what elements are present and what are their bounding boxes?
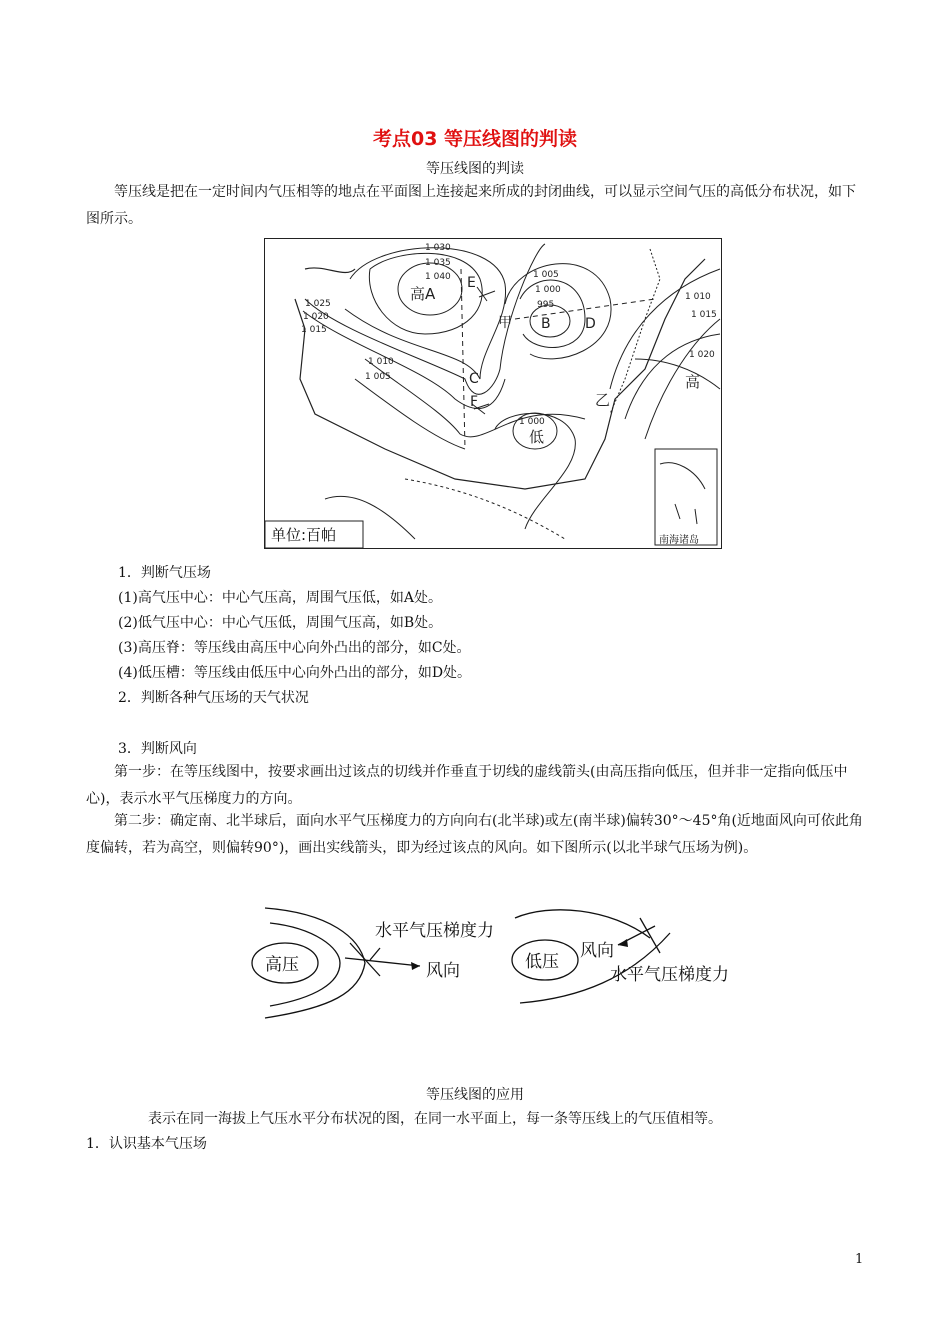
map-label: 995 — [537, 300, 555, 310]
map-label: 1 005 — [365, 372, 391, 382]
map-label: 1 025 — [305, 299, 331, 309]
isobar-map-figure — [264, 238, 722, 549]
high-pressure-label: 高压 — [265, 955, 299, 975]
map-label: 1 040 — [425, 272, 451, 282]
low-pressure-label: 低压 — [525, 952, 559, 972]
map-label: C — [469, 371, 479, 387]
list-heading: 2．判断各种气压场的天气状况 — [118, 690, 309, 706]
wind-label-2: 风向 — [580, 941, 614, 961]
map-label: E — [467, 275, 476, 291]
page-title: 考点03 等压线图的判读 — [372, 128, 578, 150]
map-label: 高 — [685, 373, 701, 391]
map-label: 1 000 — [519, 417, 545, 427]
map-label: F — [470, 394, 479, 410]
map-label: 1 015 — [301, 325, 327, 335]
list-heading: 1．判断气压场 — [118, 565, 211, 581]
map-label: 1 035 — [425, 258, 451, 268]
intro-paragraph: 等压线是把在一定时间内气压相等的地点在平面图上连接起来所成的封闭曲线，可以显示空间气压的高低分布状况，如下图所示。 — [86, 184, 856, 227]
wind-label: 风向 — [426, 961, 460, 981]
map-label: B — [541, 316, 551, 332]
map-label: 1 020 — [303, 312, 329, 322]
map-label: 1 015 — [691, 310, 717, 320]
list-item: (3)高压脊：等压线由高压中心向外凸出的部分，如C处。 — [118, 640, 471, 656]
map-label: 低 — [529, 428, 545, 446]
map-label: 1 020 — [689, 350, 715, 360]
list-heading: 3．判断风向 — [118, 741, 197, 757]
pressure-gradient-label: 水平气压梯度力 — [375, 921, 494, 941]
map-label: 1 005 — [533, 270, 559, 280]
list-heading: 1．认识基本气压场 — [86, 1136, 207, 1152]
pressure-gradient-label-2: 水平气压梯度力 — [610, 965, 729, 985]
map-label: D — [585, 316, 596, 332]
list-item: (2)低气压中心：中心气压低，周围气压高，如B处。 — [118, 615, 443, 631]
isobar-map — [265, 239, 721, 548]
section-heading-2: 等压线图的应用 — [426, 1087, 524, 1103]
map-label: 1 010 — [685, 292, 711, 302]
map-label: 1 000 — [535, 285, 561, 295]
map-label: 高A — [410, 285, 436, 303]
inset-label: 南海诸岛 — [659, 535, 699, 546]
map-label: 1 030 — [425, 243, 451, 253]
wind-direction-figure — [250, 898, 770, 1020]
map-label: 1 010 — [368, 357, 394, 367]
map-label: 甲 — [498, 315, 512, 331]
section-heading-1: 等压线图的判读 — [426, 161, 524, 177]
list-item: (1)高气压中心：中心气压高，周围气压低，如A处。 — [118, 590, 442, 606]
list-item: (4)低压槽：等压线由低压中心向外凸出的部分，如D处。 — [118, 665, 472, 681]
page-number: 1 — [855, 1252, 864, 1267]
map-label: 乙 — [595, 391, 611, 409]
unit-label: 单位:百帕 — [271, 526, 337, 544]
application-paragraph: 表示在同一海拔上气压水平分布状况的图，在同一水平面上，每一条等压线上的气压值相等。 — [148, 1111, 722, 1127]
step1-paragraph: 第一步：在等压线图中，按要求画出过该点的切线并作垂直于切线的虚线箭头(由高压指向低压，但并非一定指向低压中心)，表示水平气压梯度力的方向。 — [86, 764, 848, 807]
step2-paragraph: 第二步：确定南、北半球后，面向水平气压梯度力的方向向右(北半球)或左(南半球)偏转30°～45°角(近地面风向可依此角度偏转，若为高空，则偏转90°)，画出实线箭头，即为经过该点的风向。如下图所示(以北半球气压场为例)。 — [86, 813, 863, 856]
